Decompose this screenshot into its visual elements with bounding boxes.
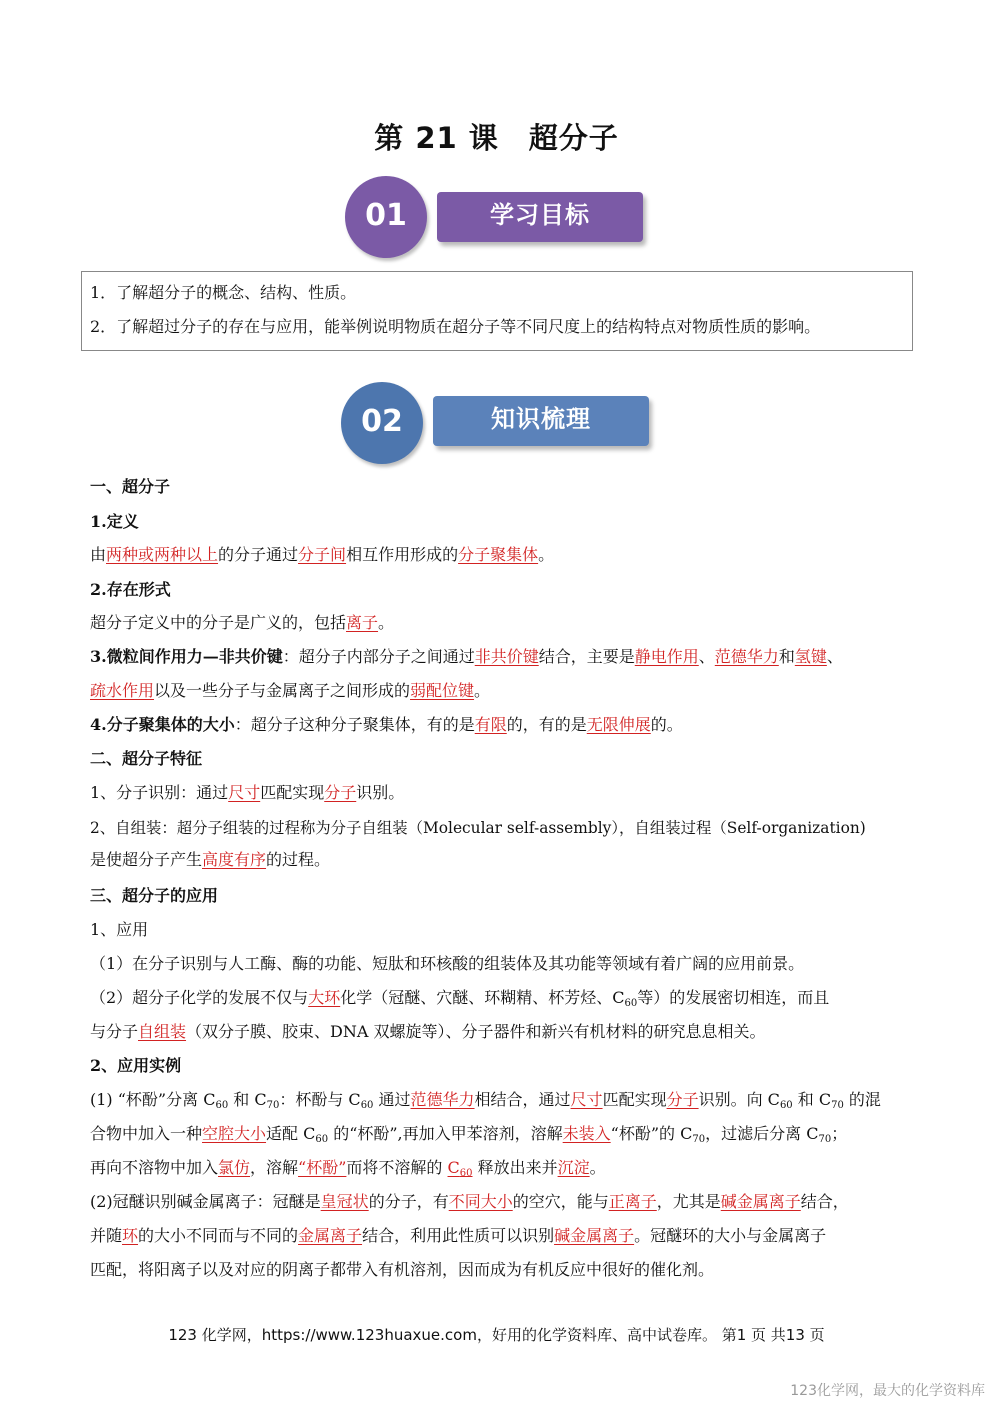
page-footer: 123 化学网，https://www.123huaxue.com，好用的化学资料库、高中试卷库。 第1 页 共13 页 [168, 1326, 825, 1344]
heading-definition: 1.定义 [90, 512, 139, 531]
application-para1: （1）在分子识别与人工酶、酶的功能、短肽和环核酸的组装体及其功能等领域有着广阔的应用前景。 [90, 954, 805, 973]
goal-item-1: 1．了解超分子的概念、结构、性质。 [90, 283, 357, 302]
page-title: 第 21 课 超分子 [374, 121, 619, 155]
application-para3: 与分子自组装（双分子膜、胶束、DNA 双螺旋等）、分子器件和新兴有机材料的研究息息相关。 [90, 1022, 766, 1041]
feature-self-assembly-line1: 2、自组装：超分子组装的过程称为分子自组装（Molecular self-assembly），自组装过程（Self-organization) [90, 819, 866, 837]
size-text: 4.分子聚集体的大小：超分子这种分子聚集体，有的是有限的，有的是无限伸展的。 [90, 715, 683, 734]
force-text-line2: 疏水作用以及一些分子与金属离子之间形成的弱配位键。 [90, 681, 491, 700]
feature-self-assembly-line2: 是使超分子产生高度有序的过程。 [90, 850, 331, 869]
example-calixarene-line1: (1) “杯酚”分离 $C_{60}$ 和 $C_{70}$：杯酚与 $C_{60}$ 通过范德华力相结合，通过尺寸匹配实现分子识别。向 $C_{60}$ 和 $C_{70}$ 的混 [90, 1090, 881, 1111]
heading-supramolecule: 一、超分子 [90, 477, 171, 496]
definition-text: 由两种或两种以上的分子通过分子间相互作用形成的分子聚集体。 [90, 545, 555, 564]
existence-text: 超分子定义中的分子是广义的，包括离子。 [90, 613, 395, 632]
badge-circle-01 [345, 176, 427, 258]
example-crown-ether-line2: 并随环的大小不同而与不同的金属离子结合，利用此性质可以识别碱金属离子。冠醚环的大小与金属离子 [90, 1226, 827, 1245]
heading-examples: 2、应用实例 [90, 1056, 182, 1075]
heading-features: 二、超分子特征 [90, 749, 203, 768]
example-calixarene-line2: 合物中加入一种空腔大小适配 $C_{60}$ 的“杯酚”,再加入甲苯溶剂，溶解未装入“杯酚”的 $C_{70}$，过滤后分离 $C_{70}$； [90, 1124, 848, 1145]
badge-circle-02 [341, 382, 423, 464]
learning-goals-box [81, 271, 913, 351]
heading-existence: 2.存在形式 [90, 580, 171, 599]
application-heading: 1、应用 [90, 920, 149, 939]
feature-recognition: 1、分子识别：通过尺寸匹配实现分子识别。 [90, 783, 405, 802]
example-crown-ether-line3: 匹配，将阳离子以及对应的阴离子都带入有机溶剂，因而成为有机反应中很好的催化剂。 [90, 1260, 715, 1279]
badge-number: 02 [361, 404, 403, 439]
heading-applications: 三、超分子的应用 [90, 886, 219, 905]
force-text-line1: 3.微粒间作用力—非共价键：超分子内部分子之间通过非共价键结合，主要是静电作用、范德华力和氢键、 [90, 647, 843, 666]
badge-number: 01 [365, 198, 407, 233]
application-para2: （2）超分子化学的发展不仅与大环化学（冠醚、穴醚、环糊精、杯芳烃、$C_{60}$等）的发展密切相连，而且 [90, 988, 830, 1009]
watermark: 123化学网，最大的化学资料库 [790, 1383, 985, 1399]
example-calixarene-line3: 再向不溶物中加入氯仿，溶解“杯酚”而将不溶解的 $C_{60}$ 释放出来并沉淀。 [90, 1158, 606, 1179]
goal-item-2: 2．了解超过分子的存在与应用，能举例说明物质在超分子等不同尺度上的结构特点对物质性质的影响。 [90, 317, 821, 336]
badge-label: 知识梳理 [433, 396, 649, 446]
example-crown-ether-line1: (2)冠醚识别碱金属离子：冠醚是皇冠状的分子，有不同大小的空穴，能与正离子，尤其是碱金属离子结合， [90, 1192, 849, 1211]
badge-label: 学习目标 [437, 192, 643, 242]
